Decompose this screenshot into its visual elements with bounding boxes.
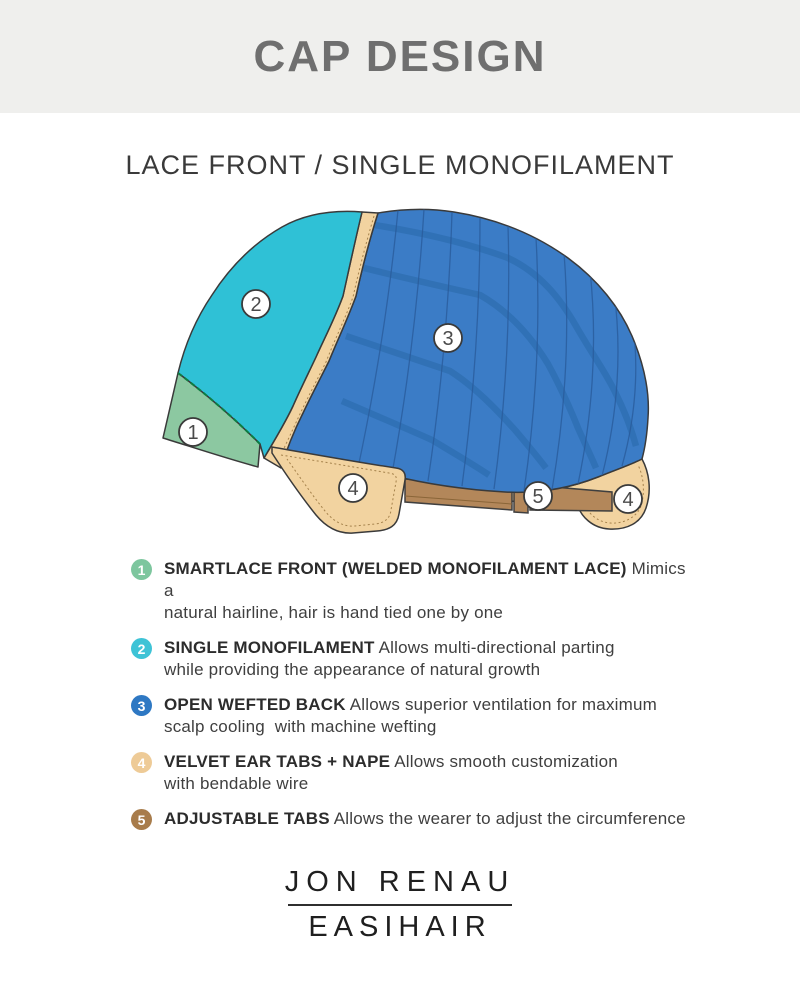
header-band <box>0 0 800 113</box>
legend-label-1: SMARTLACE FRONT (WELDED MONOFILAMENT LACE) <box>164 559 627 578</box>
callout-3 <box>434 324 462 352</box>
legend-item-3 <box>131 694 687 738</box>
legend <box>131 558 691 843</box>
callout-2 <box>242 290 270 318</box>
legend-item-5 <box>131 808 687 830</box>
legend-desc-2b: while providing the appearance of natural growth <box>164 660 541 679</box>
brand-name: JON RENAU <box>284 866 516 898</box>
brand-footer <box>0 866 800 944</box>
legend-desc-3a: Allows superior ventilation for maximum <box>349 695 657 714</box>
legend-item-2 <box>131 637 687 681</box>
legend-bullet-4: 4 <box>131 752 152 773</box>
callout-5-number: 5 <box>532 486 544 508</box>
legend-desc-5a: Allows the wearer to adjust the circumference <box>333 809 686 828</box>
legend-desc-2a: Allows multi-directional parting <box>378 638 615 657</box>
cap-diagram <box>140 196 680 541</box>
callout-4-left-number: 4 <box>347 478 359 500</box>
callout-1-number: 1 <box>187 422 199 444</box>
legend-desc-1a: Mimics a <box>164 559 691 600</box>
brand-divider-line <box>288 904 512 906</box>
legend-desc-1b: natural hairline, hair is hand tied one by one <box>164 603 504 622</box>
legend-label-2: SINGLE MONOFILAMENT <box>164 638 375 657</box>
callout-4-right-number: 4 <box>622 489 634 511</box>
cap-diagram-svg <box>140 196 680 541</box>
legend-label-5: ADJUSTABLE TABS <box>164 809 330 828</box>
callout-5 <box>524 482 552 510</box>
callout-2-number: 2 <box>250 294 262 316</box>
legend-label-4: VELVET EAR TABS + NAPE <box>164 752 391 771</box>
page-title: CAP DESIGN <box>253 31 547 81</box>
legend-desc-3b: scalp cooling with machine wefting <box>164 717 437 736</box>
callout-4-right <box>614 485 642 513</box>
legend-bullet-1: 1 <box>131 559 152 580</box>
legend-desc-4b: with bendable wire <box>164 774 309 793</box>
legend-item-1 <box>131 558 691 624</box>
legend-desc-4a: Allows smooth customization <box>394 752 618 771</box>
legend-bullet-3: 3 <box>131 695 152 716</box>
legend-bullet-5: 5 <box>131 809 152 830</box>
legend-label-3: OPEN WEFTED BACK <box>164 695 346 714</box>
collection-name: EASIHAIR <box>308 911 492 943</box>
callout-1 <box>179 418 207 446</box>
cap-style-subtitle: LACE FRONT / SINGLE MONOFILAMENT <box>125 150 675 180</box>
legend-bullet-2: 2 <box>131 638 152 659</box>
callout-3-number: 3 <box>442 328 454 350</box>
callout-4-left <box>339 474 367 502</box>
legend-item-4 <box>131 751 687 795</box>
